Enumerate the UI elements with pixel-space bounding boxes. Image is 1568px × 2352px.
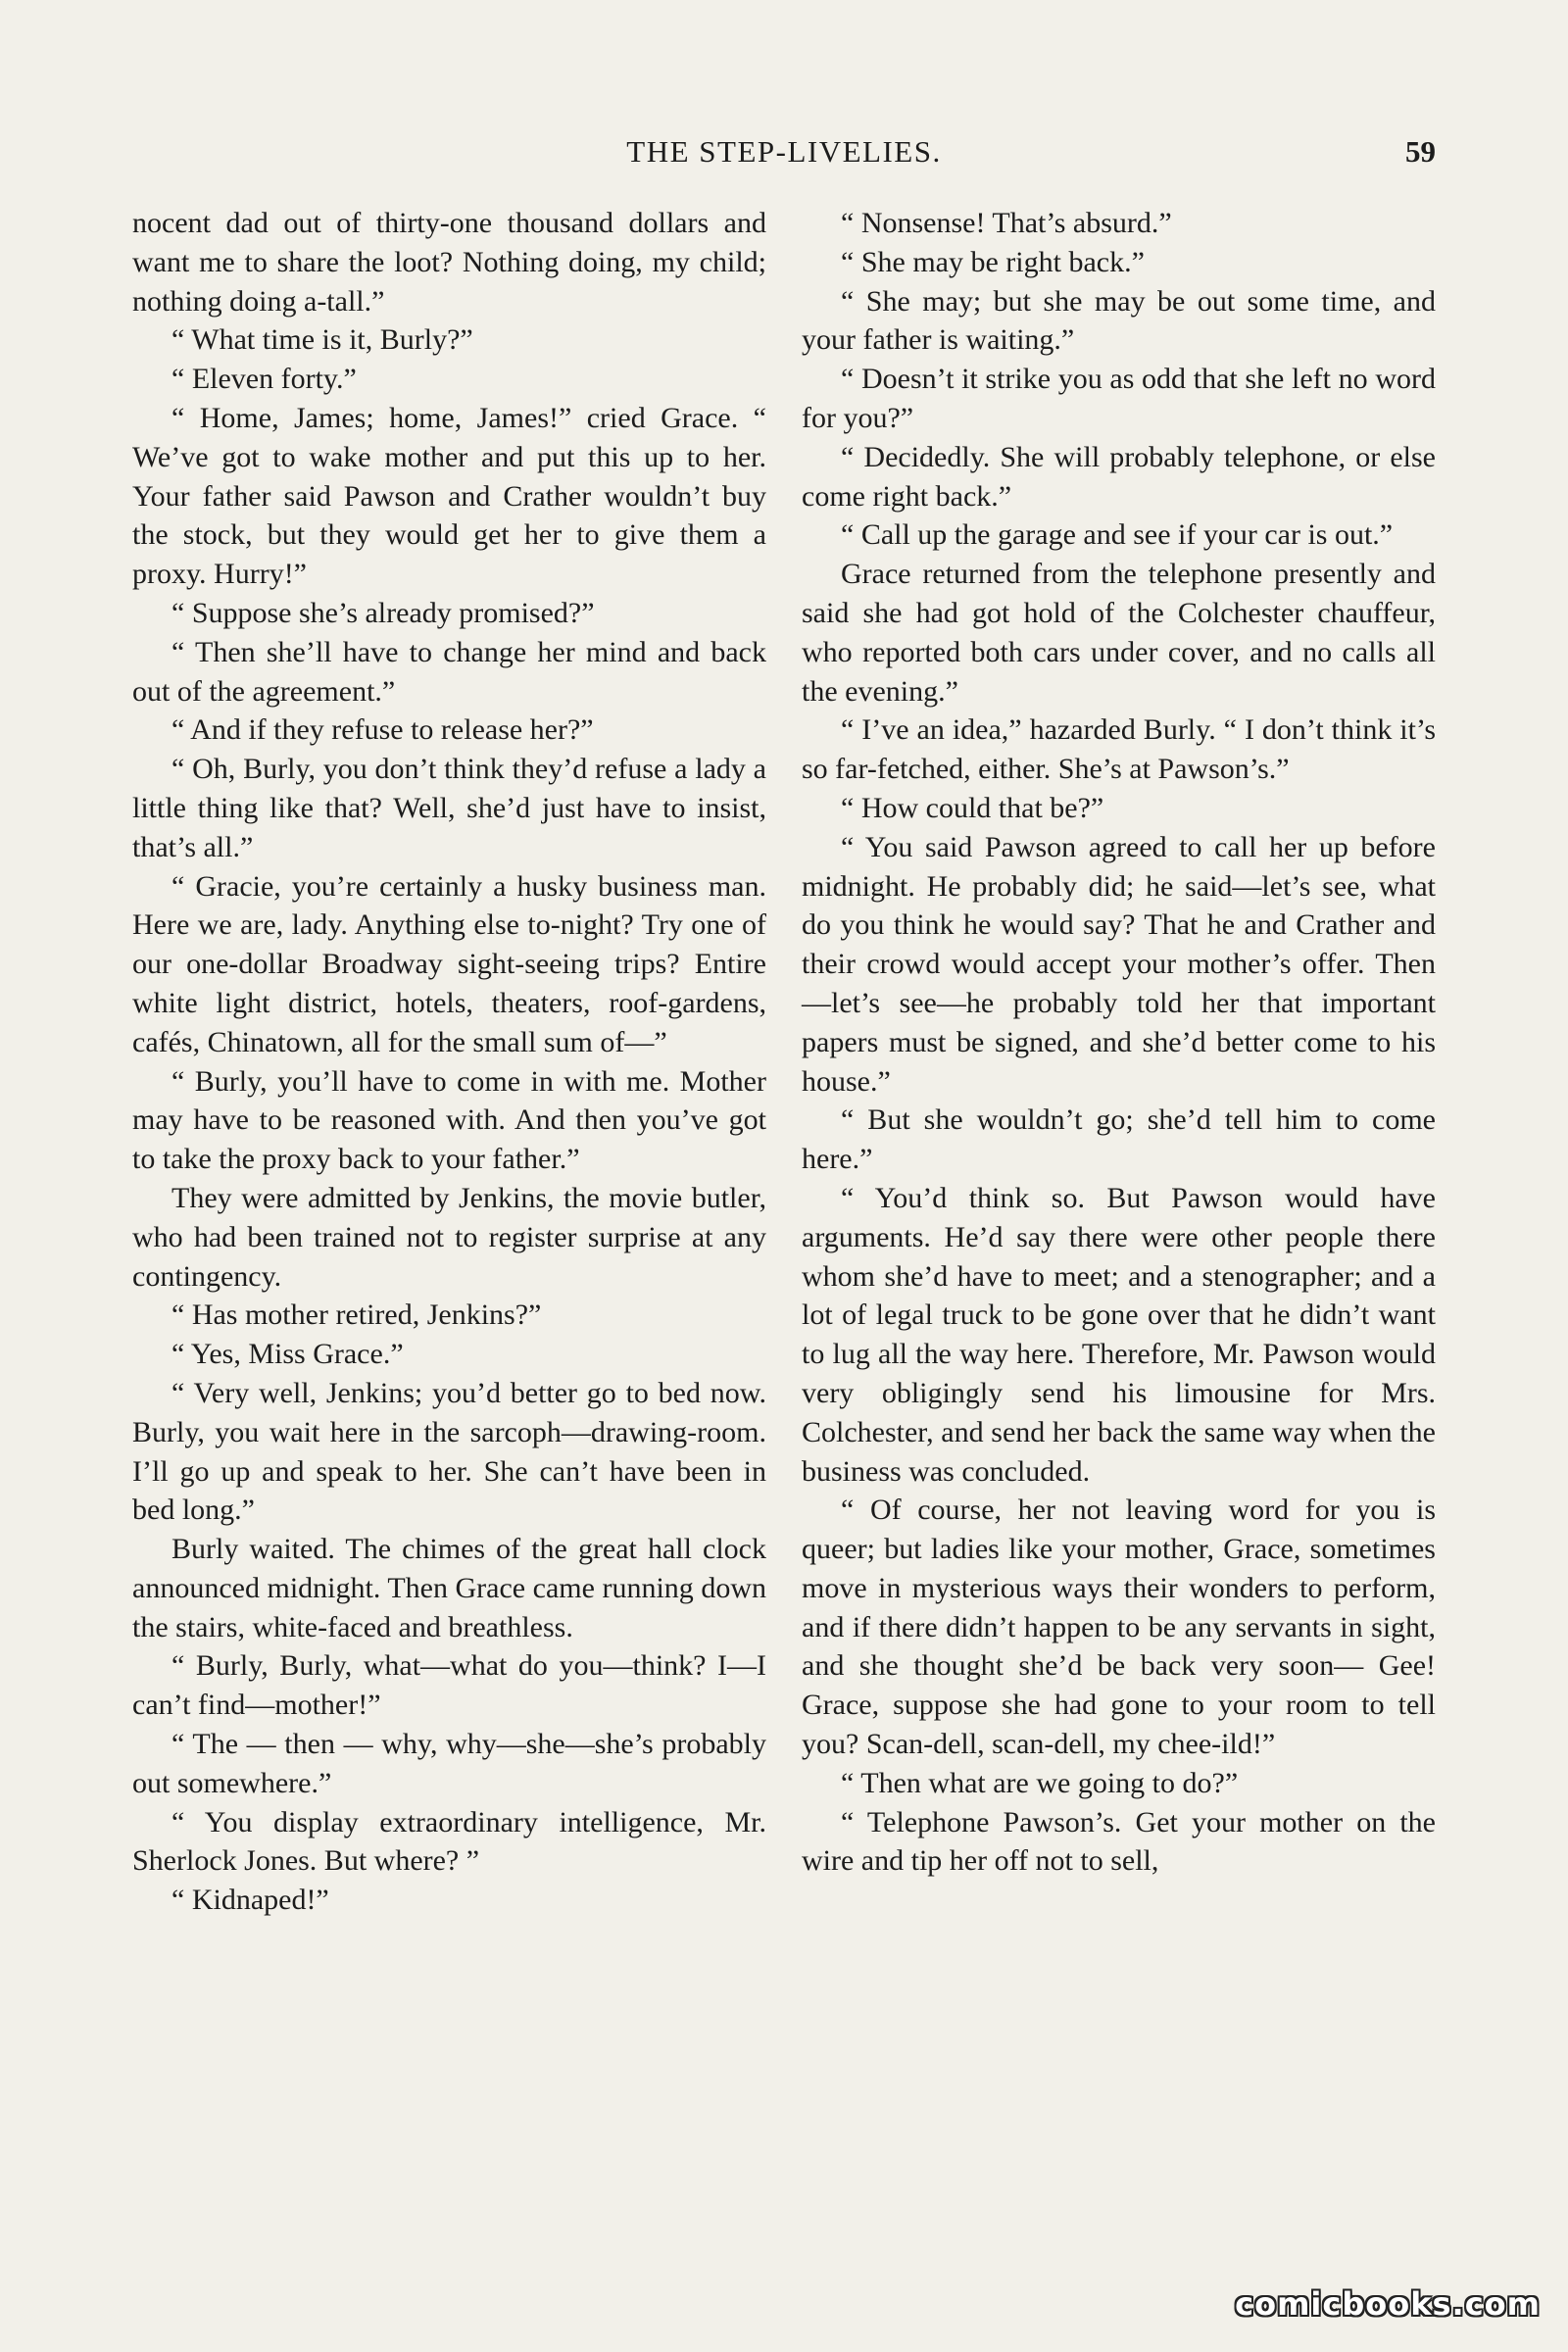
paragraph: “ Very well, Jenkins; you’d better go to bed now. Burly, you wait here in the sarcoph—drawing-room. I’ll go up and speak to her. She can’t have been in bed long.”: [132, 1376, 766, 1527]
right-column: [802, 204, 1436, 1881]
paragraph: nocent dad out of thirty-one thousand dollars and want me to share the loot? Nothing doing, my child; nothing doing a-tall.”: [132, 207, 766, 318]
paragraph: “ Of course, her not leaving word for you is queer; but ladies like your mother, Grace, sometimes move in mysterious ways their wonders to perform, and if there didn’t happen to be any servants in sight, and she thought she’d be back very soon— Gee! Grace, suppose she had gone to your room to tell you? Scan-dell, scan-dell, my chee-ild!”: [802, 1494, 1436, 1761]
left-column: [132, 204, 766, 1920]
paragraph: “ Oh, Burly, you don’t think they’d refuse a lady a little thing like that? Well, she’d just have to insist, that’s all.”: [132, 753, 766, 863]
paragraph: “ Doesn’t it strike you as odd that she left no word for you?”: [802, 363, 1436, 434]
paragraph: “ Telephone Pawson’s. Get your mother on the wire and tip her off not to sell,: [802, 1805, 1436, 1878]
paragraph: “ Eleven forty.”: [172, 363, 357, 396]
paragraph: Burly waited. The chimes of the great hall clock announced midnight. Then Grace came running down the stairs, white-faced and breathless.: [132, 1533, 766, 1643]
paragraph: “ The — then — why, why—she—she’s probably out somewhere.”: [132, 1728, 766, 1799]
paragraph: “ Kidnaped!”: [172, 1884, 329, 1917]
paragraph: “ Burly, Burly, what—what do you—think? I—I can’t find—mother!”: [132, 1649, 766, 1722]
paragraph: “ What time is it, Burly?”: [172, 323, 473, 357]
watermark-logo: comicbooks.com: [1235, 2285, 1541, 2323]
paragraph: “ You display extraordinary intelligence, Mr. Sherlock Jones. But where? ”: [132, 1805, 766, 1878]
paragraph: Grace returned from the telephone presently and said she had got hold of the Colchester chauffeur, who reported both cars under cover, and no calls all the evening.”: [802, 558, 1436, 708]
paragraph: “ Burly, you’ll have to come in with me. Mother may have to be reasoned with. And then you’ve got to take the proxy back to your father.”: [132, 1064, 766, 1176]
paragraph: “ But she wouldn’t go; she’d tell him to come here.”: [802, 1103, 1436, 1176]
paragraph: “ Then she’ll have to change her mind and back out of the agreement.”: [132, 635, 766, 708]
page-number: 59: [1405, 134, 1436, 169]
paragraph: “ Has mother retired, Jenkins?”: [172, 1298, 542, 1332]
paragraph: “ Call up the garage and see if your car is out.”: [841, 518, 1394, 552]
paragraph: “ How could that be?”: [841, 791, 1104, 824]
paragraph: “ And if they refuse to release her?”: [172, 713, 594, 747]
paragraph: “ Then what are we going to do?”: [841, 1766, 1239, 1799]
running-title: THE STEP-LIVELIES.: [626, 134, 942, 169]
paragraph: “ You said Pawson agreed to call her up before midnight. He probably did; he said—let’s see, what do you think he would say? That he and Crather and their crowd would accept your mother’s offer. Then—let’s see—he probably told her that important papers must be signed, and she’d better come to his house.”: [802, 830, 1436, 1098]
paragraph: “ Home, James; home, James!” cried Grace. “ We’ve got to wake mother and put this up to her. Your father said Pawson and Crather wouldn’t buy the stock, but they would get her to give them a proxy. Hurry!”: [132, 401, 766, 591]
paragraph: “ Gracie, you’re certainly a husky business man. Here we are, lady. Anything else to-night? Try one of our one-dollar Broadway sight-seeing trips? Entire white light district, hotels, theaters, roof-gardens, cafés, Chinatown, all for the small sum of—”: [132, 869, 766, 1058]
paragraph: “ Decidedly. She will probably telephone, or else come right back.”: [802, 440, 1436, 513]
paragraph: “ She may; but she may be out some time, and your father is waiting.”: [802, 284, 1436, 357]
paragraph: “ I’ve an idea,” hazarded Burly. “ I don’t think it’s so far-fetched, either. She’s at Pawson’s.”: [802, 713, 1436, 786]
running-header: [132, 129, 1436, 174]
paragraph: “ You’d think so. But Pawson would have arguments. He’d say there were other people there whom she’d have to meet; and a stenographer; and a lot of legal truck to be gone over that he didn’t want to lug all the way here. Therefore, Mr. Pawson would very obligingly send his limousine for Mrs. Colchester, and send her back the same way when the business was concluded.: [802, 1181, 1436, 1488]
paragraph: “ Suppose she’s already promised?”: [172, 596, 595, 629]
paragraph: They were admitted by Jenkins, the movie butler, who had been trained not to register surprise at any contingency.: [132, 1181, 766, 1293]
paragraph: “ Nonsense! That’s absurd.”: [841, 207, 1172, 239]
paragraph: “ She may be right back.”: [841, 245, 1145, 278]
paragraph: “ Yes, Miss Grace.”: [172, 1338, 404, 1371]
